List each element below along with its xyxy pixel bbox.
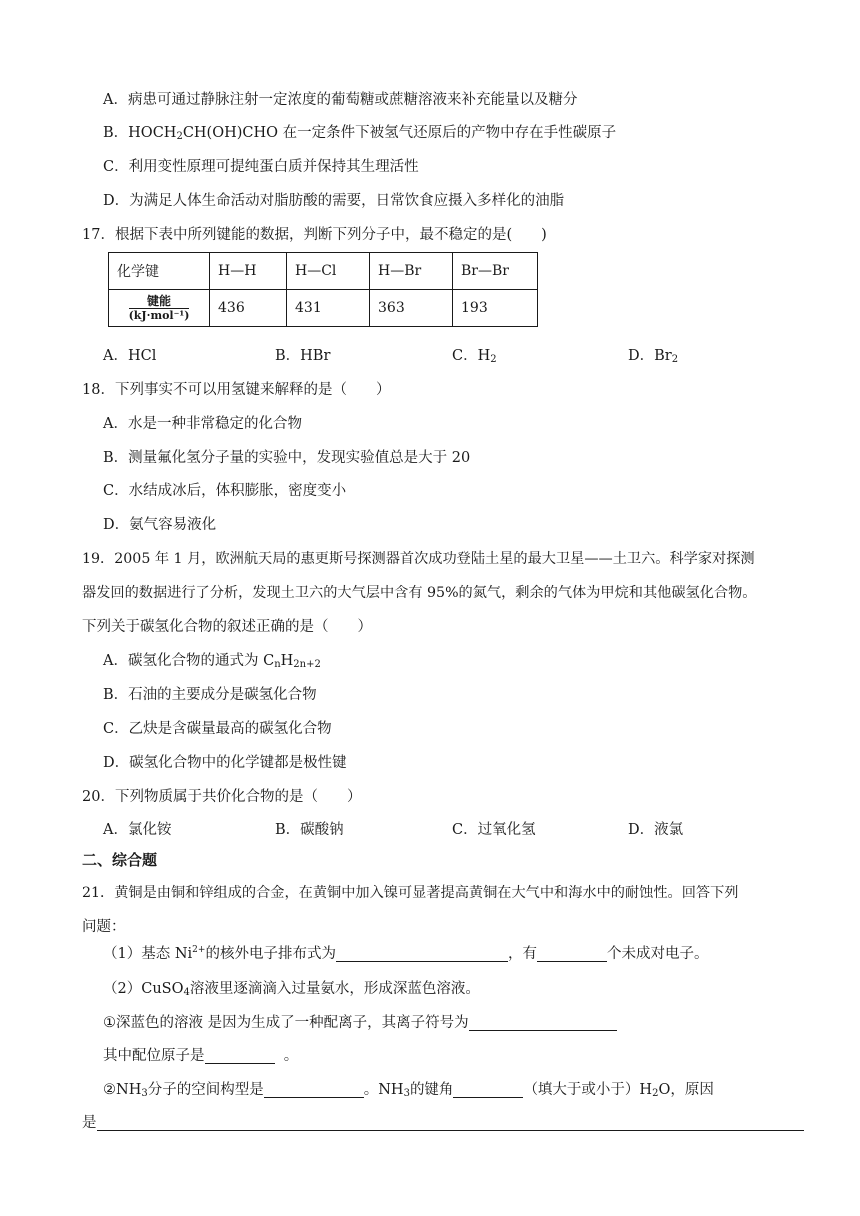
q21-c2-text-f: O，原因 (658, 1082, 714, 1098)
q17-option-a: A．HCl (103, 348, 157, 364)
q20-option-a: A．氯化铵 (103, 822, 172, 838)
table-bond-hh: H—H (210, 253, 287, 290)
answer-blank-bond-angle[interactable] (453, 1081, 523, 1098)
q21-c1-text: 深蓝色的溶液 是因为生成了一种配离子，其离子符号为 (116, 1015, 469, 1031)
q20-option-d: D．液氯 (628, 822, 684, 838)
q21-c1-text-b: 其中配位原子是 (103, 1048, 205, 1064)
answer-blank-reason[interactable] (97, 1114, 804, 1131)
q16-option-c: C．利用变性原理可提纯蛋白质并保持其生理活性 (103, 159, 419, 175)
table-value-hh: 436 (210, 290, 287, 327)
answer-blank-complex-ion[interactable] (469, 1014, 617, 1031)
q17-option-b: B．HBr (275, 348, 331, 364)
circled-one-marker: ① (103, 1015, 116, 1031)
q17-d-text: D．Br (628, 348, 672, 364)
q21-subpart1-line2 (103, 1046, 298, 1066)
q17-option-c (452, 346, 497, 366)
q18-stem: 18．下列事实不可以用氢键来解释的是（ ） (82, 382, 391, 398)
q19-a-h: H (280, 653, 294, 669)
table-head-label: 化学键 (109, 253, 210, 290)
q21-c1-text-c: 。 (283, 1048, 299, 1064)
q16-b-text-post: CH(OH)CHO 在一定条件下被氢气还原后的产物中存在手性碳原子 (182, 125, 617, 141)
bond-energy-table (108, 252, 538, 327)
table-bond-brbr: Br—Br (453, 253, 538, 290)
q21-p1-text-d: 个未成对电子。 (606, 946, 709, 962)
q21-part1 (103, 944, 708, 964)
q21-c2-text-g: 是 (82, 1115, 97, 1131)
table-value-brbr: 193 (453, 290, 538, 327)
q19-option-d: D．碳氢化合物中的化学键都是极性键 (103, 755, 347, 771)
q20-option-c: C．过氧化氢 (452, 822, 536, 838)
q21-subpart1 (103, 1013, 617, 1033)
table-value-hcl: 431 (287, 290, 370, 327)
q19-stem-line2: 器发回的数据进行了分析，发现土卫六的大气层中含有 95%的氮气，剩余的气体为甲烷和其他碳氢化合物。 (82, 585, 757, 601)
q21-p1-superscript: 2+ (192, 945, 206, 955)
q21-c2-subscript-3: 2 (652, 1088, 659, 1099)
q21-stem-line2: 问题： (82, 919, 126, 935)
q21-c2-subscript-2: 3 (403, 1088, 410, 1099)
q16-b-text-pre: B．HOCH (103, 125, 177, 141)
q19-stem-line1: 19．2005 年 1 月，欧洲航天局的惠更斯号探测器首次成功登陆土星的最大卫星——土卫六。科学家对探测 (82, 551, 755, 567)
q21-c2-subscript-1: 3 (141, 1088, 148, 1099)
table-value-hbr: 363 (370, 290, 453, 327)
answer-blank-electron-config[interactable] (336, 945, 508, 962)
q18-option-d: D．氨气容易液化 (103, 517, 217, 533)
q21-p2-text: （2）CuSO (103, 981, 184, 997)
q17-d-subscript: 2 (671, 354, 679, 365)
q21-stem-line1: 21．黄铜是由铜和锌组成的合金，在黄铜中加入镍可显著提高黄铜在大气中和海水中的耐蚀性。回答下列 (82, 885, 739, 901)
q17-stem: 17．根据下表中所列键能的数据，判断下列分子中，最不稳定的是( ) (82, 227, 547, 243)
q21-p2-text-b: 溶液里逐滴滴入过量氨水，形成深蓝色溶液。 (189, 981, 480, 997)
q19-a-subscript-2n2: 2n+2 (293, 659, 321, 670)
energy-fraction (129, 295, 190, 322)
q21-c2-text-c: 。NH (363, 1082, 404, 1098)
q21-subpart2-line2 (82, 1113, 804, 1133)
q21-c2-text-b: 分子的空间构型是 (147, 1082, 264, 1098)
table-row (109, 290, 538, 327)
q19-a-subscript-n: n (274, 659, 281, 670)
q18-option-b: B．测量氟化氢分子量的实验中，发现实验值总是大于 20 (103, 450, 471, 466)
q21-p1-text-c: ，有 (507, 946, 537, 962)
q19-option-c: C．乙炔是含碳量最高的碳氢化合物 (103, 721, 332, 737)
q19-option-a (103, 651, 321, 671)
q20-option-b: B．碳酸钠 (275, 822, 344, 838)
q21-c2-text-d: 的键角 (409, 1082, 454, 1098)
q19-option-b: B．石油的主要成分是碳氢化合物 (103, 687, 317, 703)
answer-blank-shape[interactable] (264, 1081, 364, 1098)
q21-part2 (103, 979, 480, 999)
q18-option-c: C．水结成冰后，体积膨胀，密度变小 (103, 483, 347, 499)
q16-option-d: D．为满足人体生命活动对脂肪酸的需要，日常饮食应摄入多样化的油脂 (103, 193, 565, 209)
q17-c-text: C．H (452, 348, 491, 364)
section-heading: 二、综合题 (82, 851, 158, 869)
q17-option-d (628, 346, 678, 366)
answer-blank-unpaired-count[interactable] (537, 945, 607, 962)
circled-two-marker: ② (103, 1082, 116, 1098)
q16-b-subscript: 2 (176, 131, 183, 142)
answer-blank-coordinating-atom[interactable] (205, 1047, 275, 1064)
q17-c-subscript: 2 (490, 354, 497, 365)
energy-numerator: 键能 (129, 295, 190, 309)
table-row (109, 253, 538, 290)
energy-denominator: (kJ·mol⁻¹) (128, 308, 190, 322)
q18-option-a: A．水是一种非常稳定的化合物 (103, 416, 302, 432)
q20-stem: 20．下列物质属于共价化合物的是（ ） (82, 789, 362, 805)
q21-p2-subscript: 4 (183, 987, 190, 998)
q21-c2-text-e: （填大于或小于）H (523, 1082, 653, 1098)
q16-option-b (103, 123, 616, 143)
q21-subpart2 (103, 1080, 714, 1100)
q19-a-text: A．碳氢化合物的通式为 C (103, 653, 275, 669)
table-bond-hcl: H—Cl (287, 253, 370, 290)
table-bond-hbr: H—Br (370, 253, 453, 290)
q21-p1-text: （1）基态 Ni (103, 946, 193, 962)
q19-stem-line3: 下列关于碳氢化合物的叙述正确的是（ ） (82, 619, 372, 635)
table-energy-label (109, 290, 210, 327)
q21-c2-text: NH (116, 1082, 142, 1098)
q16-option-a: A．病患可通过静脉注射一定浓度的葡萄糖或蔗糖溶液来补充能量以及糖分 (103, 92, 578, 108)
q21-p1-text-b: 的核外电子排布式为 (205, 946, 336, 962)
